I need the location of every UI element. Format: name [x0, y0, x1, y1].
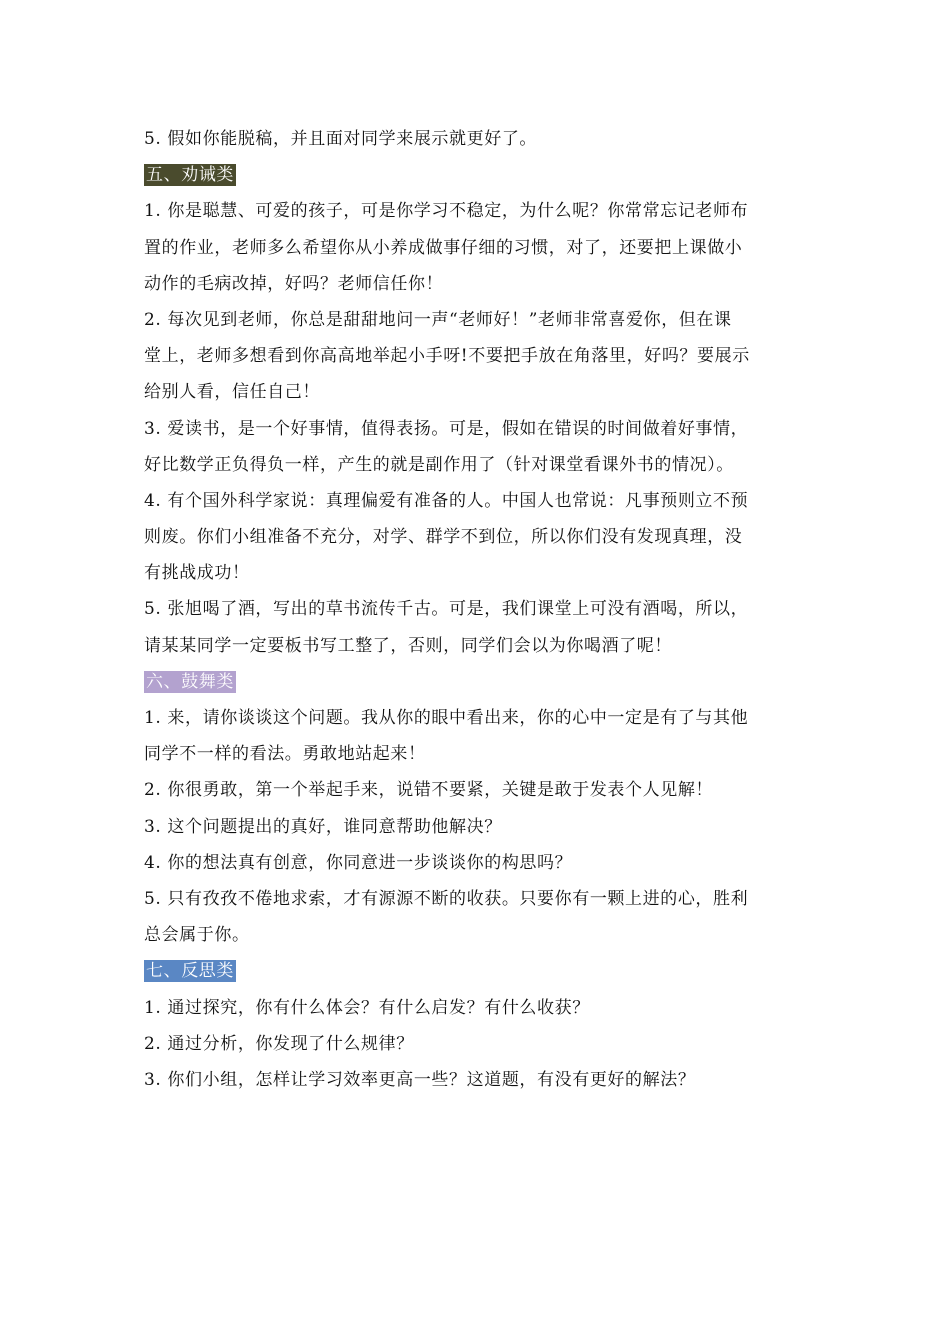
section-heading-admonish — [144, 157, 814, 193]
text-line: 2. 你很勇敢，第一个举起手来，说错不要紧，关键是敢于发表个人见解！ — [144, 780, 714, 801]
text-line: 动作的毛病改掉，好吗？老师信任你！ — [144, 273, 444, 294]
section-heading-reflect — [144, 953, 814, 989]
text-line: 好比数学正负得负一样，产生的就是副作用了（针对课堂看课外书的情况）。 — [144, 454, 734, 475]
text-line: 2. 每次见到老师，你总是甜甜地问一声“老师好！”老师非常喜爱你，但在课 — [144, 309, 732, 330]
text-line: 1. 来，请你谈谈这个问题。我从你的眼中看出来，你的心中一定是有了与其他 — [144, 708, 749, 728]
text-line: 2. 通过分析，你发现了什么规律？ — [144, 1033, 414, 1054]
text-line: 3. 爱读书，是一个好事情，值得表扬。可是，假如在错误的时间做着好事情， — [144, 418, 749, 439]
text-line: 堂上，老师多想看到你高高地举起小手呀!不要把手放在角落里，好吗？要展示 — [144, 346, 750, 367]
text-line: 5. 张旭喝了酒，写出的草书流传千古。可是，我们课堂上可没有酒喝，所以， — [144, 599, 749, 620]
section-heading-label: 七、反思类 — [146, 961, 234, 982]
text-line: 1. 通过探究，你有什么体会？有什么启发？有什么收获？ — [144, 997, 590, 1018]
text-line: 3. 这个问题提出的真好，谁同意帮助他解决？ — [144, 816, 502, 837]
text-line: 同学不一样的看法。勇敢地站起来！ — [144, 744, 426, 765]
section-heading-label: 五、劝诫类 — [146, 165, 234, 186]
text-line: 5. 只有孜孜不倦地求索，才有源源不断的收获。只要你有一颗上进的心，胜利 — [144, 888, 749, 909]
text-line: 总会属于你。 — [144, 925, 250, 946]
text-line: 1. 你是聪慧、可爱的孩子，可是你学习不稳定，为什么呢？你常常忘记老师布 — [144, 201, 749, 222]
document-page — [144, 121, 814, 1098]
section-heading-label: 六、鼓舞类 — [146, 671, 234, 692]
text-line: 4. 你的想法真有创意，你同意进一步谈谈你的构思吗？ — [144, 852, 573, 873]
text-line: 5. 假如你能脱稿，并且面对同学来展示就更好了。 — [144, 129, 538, 149]
text-line: 置的作业，老师多么希望你从小养成做事仔细的习惯，对了，还要把上课做小 — [144, 237, 743, 258]
text-line: 请某某同学一定要板书写工整了，否则，同学们会以为你喝酒了呢！ — [144, 635, 672, 656]
text-line: 则废。你们小组准备不充分，对学、群学不到位，所以你们没有发现真理，没 — [144, 527, 743, 548]
text-line: 4. 有个国外科学家说：真理偏爱有准备的人。中国人也常说：凡事预则立不预 — [144, 490, 749, 511]
section-heading-encourage — [144, 664, 814, 700]
text-line: 有挑战成功！ — [144, 563, 250, 584]
text-line: 给别人看，信任自己！ — [144, 382, 320, 403]
text-line: 3. 你们小组，怎样让学习效率更高一些？这道题，有没有更好的解法？ — [144, 1069, 696, 1090]
